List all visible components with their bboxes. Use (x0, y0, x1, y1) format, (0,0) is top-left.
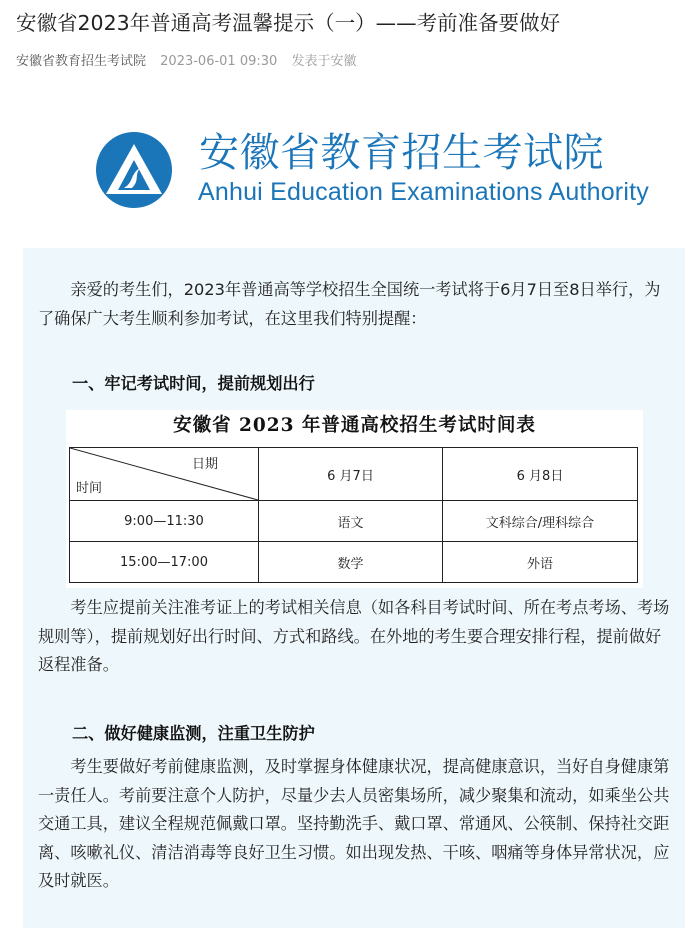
article-title: 安徽省2023年普通高考温馨提示（一）——考前准备要做好 (16, 11, 561, 35)
diagonal-header-cell (70, 448, 259, 501)
article-datetime: 2023-06-01 09:30 (160, 54, 278, 69)
exam-schedule-table (66, 410, 643, 588)
article-location: 发表于安徽 (291, 54, 357, 69)
schedule-title: 安徽省 2023 年普通高校招生考试时间表 (173, 415, 536, 436)
row2-time: 15:00—17:00 (70, 542, 259, 583)
row2-day1-subject: 数学 (259, 542, 443, 583)
institution-logo (94, 125, 649, 215)
logo-name-cn: 安徽省教育招生考试院 (199, 130, 604, 176)
section2-paragraph: 考生要做好考前健康监测，及时掌握身体健康状况，提高健康意识，当好自身健康第一责任人。考前要注意个人防护，尽量少去人员密集场所，减少聚集和流动，如乘坐公共交通工具，建议全程规范佩戴口罩。坚持勤洗手、戴口罩、常通风、公筷制、保持社交距离、咳嗽礼仪、清洁消毒等良好卫生习惯。如出现发热、干咳、咽痛等身体异常状况，应及时就医。 (38, 757, 670, 890)
header-day1: 6 月7日 (259, 448, 443, 501)
row1-time: 9:00—11:30 (70, 501, 259, 542)
section1-paragraph: 考生应提前关注准考证上的考试相关信息（如各科目考试时间、所在考点考场、考场规则等），提前规划好出行时间、方式和路线。在外地的考生要合理安排行程，提前做好返程准备。 (38, 598, 670, 674)
header-time-label: 时间 (76, 481, 103, 496)
article-meta (16, 50, 366, 69)
header-day2: 6 月8日 (443, 448, 638, 501)
logo-emblem-icon (94, 130, 174, 210)
logo-name-en: Anhui Education Examinations Authority (198, 178, 649, 206)
table-header-row (70, 448, 638, 501)
intro-paragraph: 亲爱的考生们，2023年普通高等学校招生全国统一考试将于6月7日至8日举行，为了确保广大考生顺利参加考试，在这里我们特别提醒： (38, 280, 661, 328)
table-row (70, 501, 638, 542)
article-source[interactable]: 安徽省教育招生考试院 (16, 54, 147, 69)
table-row (70, 542, 638, 583)
section1-heading: 一、牢记考试时间，提前规划出行 (72, 374, 315, 393)
schedule-grid (69, 447, 638, 583)
row1-day1-subject: 语文 (259, 501, 443, 542)
header-date-label: 日期 (191, 457, 218, 472)
section2-heading: 二、做好健康监测，注重卫生防护 (72, 724, 315, 743)
row1-day2-subject: 文科综合/理科综合 (443, 501, 638, 542)
row2-day2-subject: 外语 (443, 542, 638, 583)
